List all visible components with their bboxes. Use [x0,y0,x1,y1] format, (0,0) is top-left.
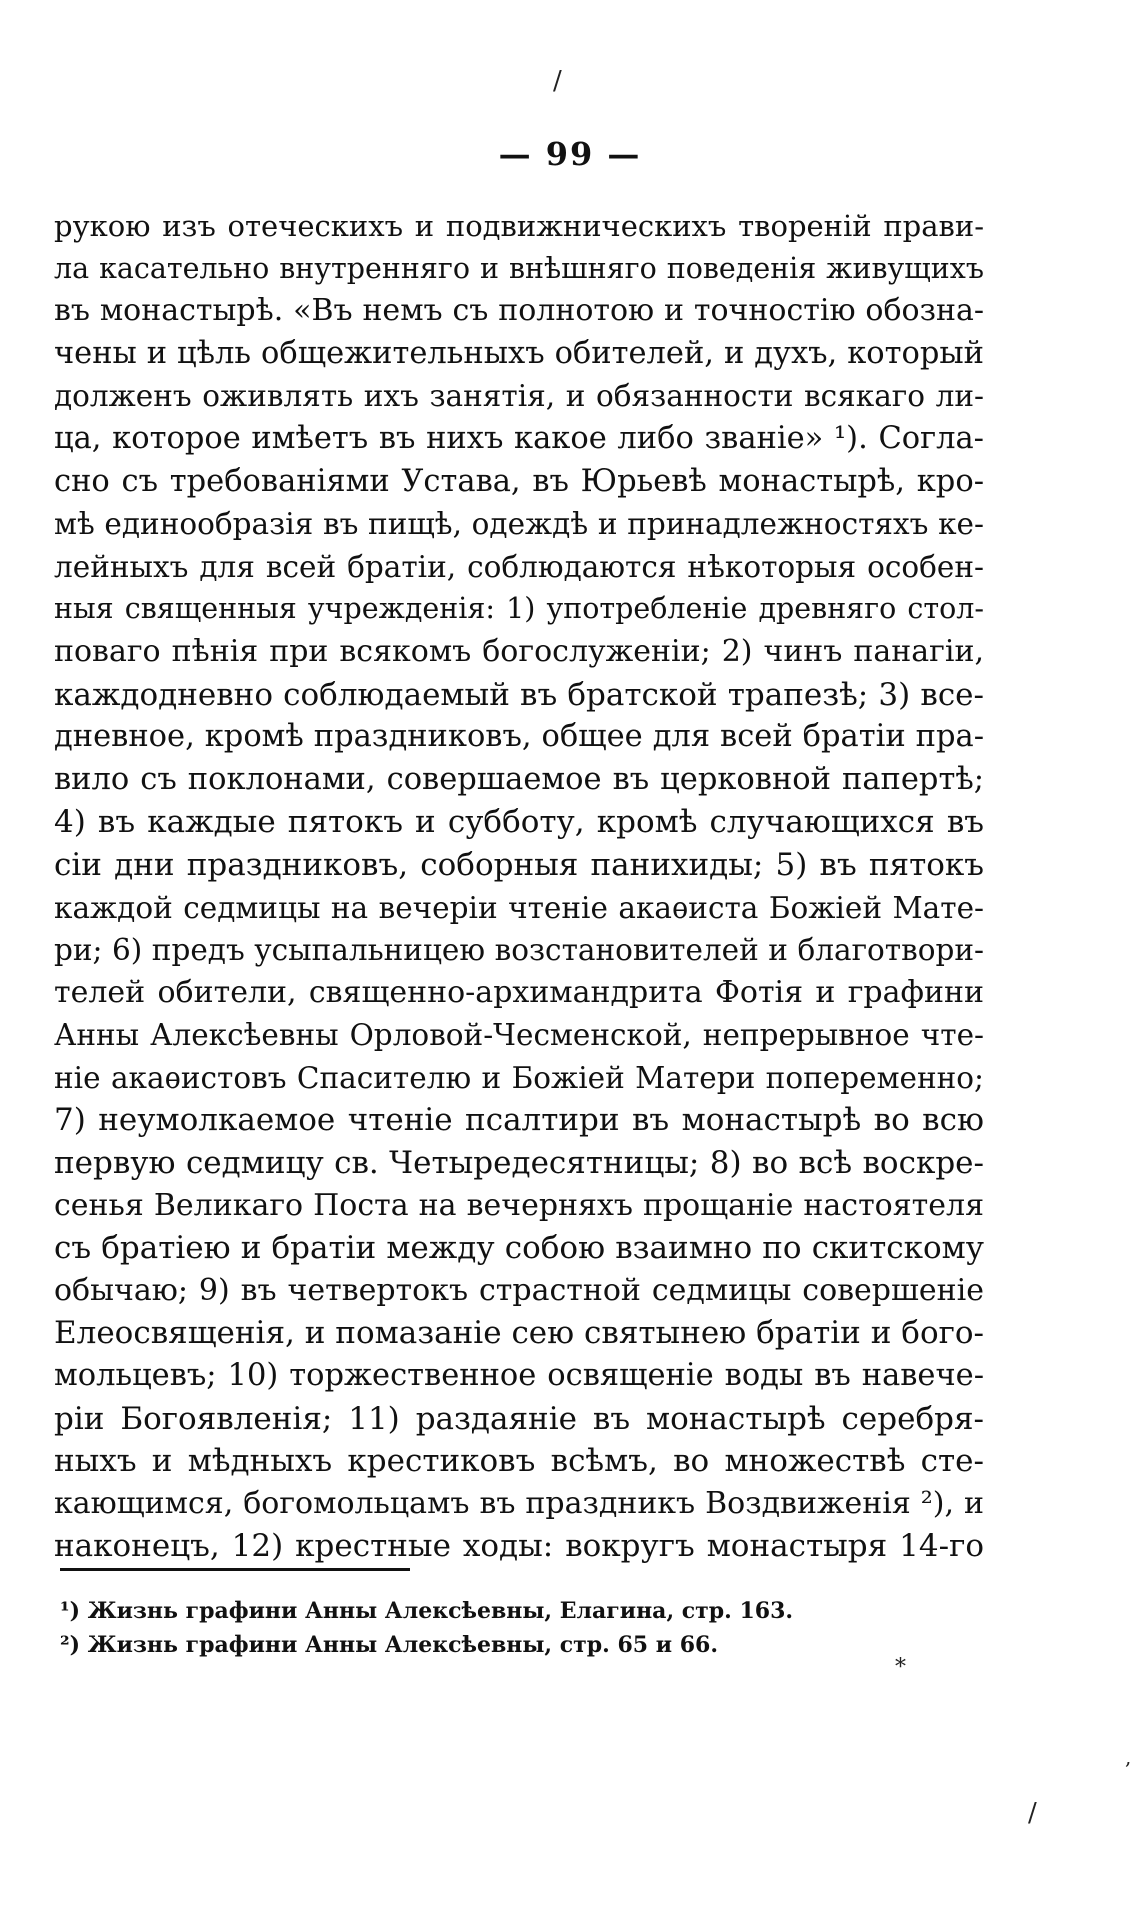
footnote-rule [60,1568,410,1571]
text-line: Елеосвященія, и помазаніе сею святынею братіи и бого- [54,1315,984,1352]
text-line: ла касательно внутренняго и внѣшняго поведенія живущихъ [54,251,984,285]
stray-mark-bottom-1: * [895,1655,906,1680]
text-line: ніе акаѳистовъ Спасителю и Божіей Матери попеременно; [54,1060,984,1095]
text-line: обычаю; 9) въ четвертокъ страстной седмицы совершеніе [54,1272,984,1308]
body-text [54,205,984,1568]
text-line: лейныхъ для всей братіи, соблюдаются нѣкоторыя особен- [54,549,984,584]
text-line: ри; 6) предъ усыпальницею возстановителей и благотвори- [54,933,984,968]
page-number: — 99 — [498,135,642,173]
stray-mark-top: / [553,66,562,96]
text-line: ныхъ и мѣдныхъ крестиковъ всѣмъ, во множествѣ сте- [54,1443,984,1480]
text-line: сіи дни праздниковъ, соборныя панихиды; 5) въ пятокъ [54,846,984,883]
stray-mark-bottom-3: / [1028,1798,1037,1828]
text-line: сенья Великаго Поста на вечерняхъ прощаніе настоятеля [54,1187,984,1223]
text-line: 7) неумолкаемое чтеніе псалтири въ монастырѣ во всю [54,1102,984,1139]
text-line: ца, которое имѣетъ въ нихъ какое либо званіе» ¹). Согла- [54,420,984,456]
footnote: ²) Жизнь графини Анны Алексѣевны, стр. 65 и 66. [60,1632,719,1658]
text-line: поваго пѣнія при всякомъ богослуженіи; 2) чинъ панагіи, [54,633,984,669]
text-line: наконецъ, 12) крестные ходы: вокругъ монастыря 14-го [54,1528,984,1565]
text-line: мольцевъ; 10) торжественное освященіе воды въ навече- [54,1358,984,1394]
text-line: рукою изъ отеческихъ и подвижническихъ твореній прави- [54,209,984,243]
text-line: каждой седмицы на вечеріи чтеніе акаѳиста Божіей Мате- [54,890,984,925]
text-line: мѣ единообразія въ пищѣ, одеждѣ и принадлежностяхъ ке- [54,507,984,542]
footnote: ¹) Жизнь графини Анны Алексѣевны, Елагина, стр. 163. [60,1598,794,1624]
text-line: Анны Алексѣевны Орловой-Чесменской, непрерывное чте- [54,1018,984,1053]
text-line: ныя священныя учрежденія: 1) употребленіе древняго стол- [54,592,984,626]
text-line: съ братіею и братіи между собою взаимно по скитскому [54,1230,984,1267]
text-line: каждодневно соблюдаемый въ братской трапезѣ; 3) все- [54,676,984,713]
stray-mark-bottom-2: , [1125,1745,1132,1769]
text-line: первую седмицу св. Четыредесятницы; 8) во всѣ воскре- [54,1145,984,1182]
text-line: дневное, кромѣ праздниковъ, общее для всей братіи пра- [54,719,984,755]
text-line: сно съ требованіями Устава, въ Юрьевѣ монастырѣ, кро- [54,463,984,499]
text-line: 4) въ каждые пятокъ и субботу, кромѣ случающихся въ [54,804,984,841]
text-line: вило съ поклонами, совершаемое въ церковной папертѣ; [54,761,984,797]
text-line: телей обители, священно-архимандрита Фотія и графини [54,974,984,1010]
text-line: долженъ оживлять ихъ занятія, и обязанности всякаго ли- [54,379,984,414]
text-line: ріи Богоявленія; 11) раздаяніе въ монастырѣ серебря- [54,1400,984,1437]
text-line: въ монастырѣ. «Въ немъ съ полнотою и точностію обозна- [54,293,984,329]
text-line: чены и цѣль общежительныхъ обителей, и духъ, который [54,335,984,371]
text-line: кающимся, богомольцамъ въ праздникъ Воздвиженія ²), и [54,1485,984,1521]
footnotes [60,1594,960,1662]
